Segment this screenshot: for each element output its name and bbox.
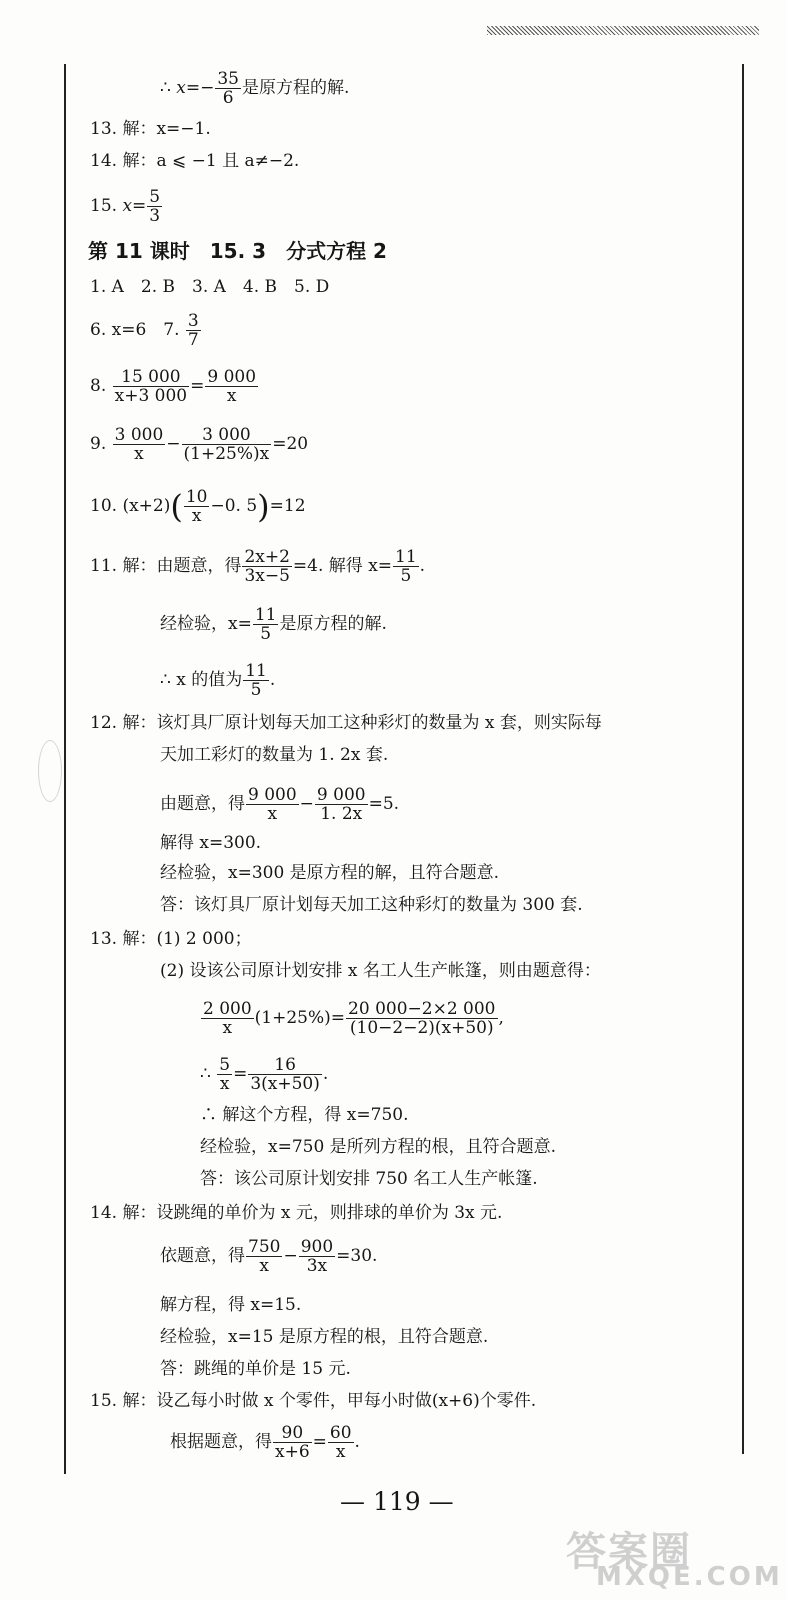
answer-8 xyxy=(90,368,259,405)
fraction xyxy=(201,1000,254,1037)
answer-13-simplified xyxy=(200,1056,328,1093)
answer-choices: 1. A 2. B 3. A 4. B 5. D xyxy=(90,277,330,297)
answer-9 xyxy=(90,426,308,463)
answer-13-answer: 答：该公司原计划安排 750 名工人生产帐篷. xyxy=(200,1169,538,1189)
denominator: 1. 2x xyxy=(320,804,363,824)
fraction xyxy=(113,426,166,463)
answer-6-7 xyxy=(90,312,202,349)
math-text: =30. xyxy=(336,1246,378,1266)
fraction xyxy=(147,188,162,225)
math-text: , xyxy=(498,1008,504,1028)
math-text: . xyxy=(419,556,426,576)
denominator: 3x−5 xyxy=(244,566,290,586)
answer-13-check: 经检验，x=750 是所列方程的根，且符合题意. xyxy=(200,1137,557,1157)
answer-14-check: 经检验，x=15 是原方程的根，且符合题意. xyxy=(160,1327,489,1347)
numerator: 9 000 xyxy=(248,785,297,805)
answer-14-equation xyxy=(160,1238,377,1275)
answer-14: 14. 解：a ⩽ −1 且 a≠−2. xyxy=(90,151,300,171)
math-var: x xyxy=(122,196,133,216)
denominator: x xyxy=(267,804,278,824)
math-text: ∴ x 的值为 xyxy=(160,670,243,690)
math-text: 由题意，得 xyxy=(160,794,245,814)
answer-13-part2: (2) 设该公司原计划安排 x 名工人生产帐篷，则由题意得： xyxy=(160,961,601,981)
answer-12-solve: 解得 x=300. xyxy=(160,833,262,853)
numerator: 900 xyxy=(300,1237,334,1257)
watermark xyxy=(566,1520,783,1592)
denominator: 6 xyxy=(222,88,234,108)
numerator: 9 000 xyxy=(207,367,257,387)
fraction xyxy=(113,368,190,405)
fraction xyxy=(243,662,269,699)
denominator: x+6 xyxy=(275,1442,310,1462)
math-text: 经检验，x= xyxy=(160,614,252,634)
math-text: =4. 解得 x= xyxy=(292,556,393,576)
numerator: 9 000 xyxy=(316,785,366,805)
denominator: x xyxy=(134,444,144,464)
denominator: (10−2−2)(x+50) xyxy=(349,1018,494,1038)
denominator: 5 xyxy=(260,624,272,644)
answer-15-equation xyxy=(170,1424,360,1461)
denominator: x+3 000 xyxy=(114,386,188,406)
numerator: 3 000 xyxy=(182,426,272,445)
answer-12: 12. 解：该灯具厂原计划每天加工这种彩灯的数量为 x 套，则实际每 xyxy=(90,713,602,733)
side-stamp xyxy=(38,740,62,802)
math-text: 是原方程的解. xyxy=(241,78,350,98)
math-text: =5. xyxy=(368,794,400,814)
page-number: — 119 — xyxy=(340,1487,454,1516)
fraction xyxy=(253,606,279,643)
right-margin-rule xyxy=(742,64,744,1454)
denominator: x xyxy=(259,1256,270,1276)
fraction xyxy=(217,1056,232,1093)
answer-11-check xyxy=(160,606,387,643)
fraction xyxy=(186,312,201,349)
header-rule xyxy=(487,26,759,35)
math-text: 10. (x+2) xyxy=(90,496,171,516)
math-text: 根据题意，得 xyxy=(170,1432,272,1452)
paren: ( xyxy=(170,487,183,526)
answer-13-solve: ∴ 解这个方程，得 x=750. xyxy=(200,1105,409,1125)
answer-14-solve: 解方程，得 x=15. xyxy=(160,1295,302,1315)
numerator: 90 xyxy=(273,1424,312,1443)
answer-13: 13. 解：x=−1. xyxy=(90,119,211,139)
denominator: x xyxy=(222,1018,233,1038)
answer-11-result xyxy=(160,662,275,699)
math-var: x xyxy=(176,78,186,98)
math-text: 9. xyxy=(90,434,112,454)
answer-12-cont: 天加工彩灯的数量为 1. 2x 套. xyxy=(160,745,389,765)
numerator: 2 000 xyxy=(203,999,252,1019)
answer-12-check: 经检验，x=300 是原方程的解，且符合题意. xyxy=(160,863,500,883)
denominator: 3x xyxy=(306,1256,328,1276)
math-text: −0. 5 xyxy=(210,496,258,516)
denominator: 3(x+50) xyxy=(250,1074,320,1094)
math-text: − xyxy=(283,1246,298,1266)
left-margin-rule xyxy=(64,64,66,1474)
math-text: − xyxy=(166,434,181,454)
numerator: 3 000 xyxy=(114,425,164,445)
numerator: 60 xyxy=(329,1423,352,1443)
numerator: 11 xyxy=(395,547,417,567)
answer-12-answer: 答：该灯具厂原计划每天加工这种彩灯的数量为 300 套. xyxy=(160,895,583,915)
math-text: 11. 解：由题意，得 xyxy=(90,556,242,576)
denominator: x xyxy=(191,506,202,526)
math-text: = xyxy=(233,1064,248,1084)
section-heading: 第 11 课时 15. 3 分式方程 2 xyxy=(88,239,387,263)
numerator: 11 xyxy=(254,605,277,625)
fraction xyxy=(242,548,291,585)
denominator: x xyxy=(219,1074,230,1094)
answer-14-answer: 答：跳绳的单价是 15 元. xyxy=(160,1359,351,1379)
math-text: . xyxy=(269,670,276,690)
numerator: 35 xyxy=(217,69,239,89)
math-text: − xyxy=(299,794,314,814)
fraction xyxy=(205,368,258,405)
math-text: = xyxy=(312,1432,327,1452)
therefore-symbol: ∴ xyxy=(160,78,177,98)
fraction xyxy=(246,1238,282,1275)
fraction xyxy=(299,1238,335,1275)
answer-line xyxy=(160,70,349,107)
numerator: 16 xyxy=(248,1056,322,1075)
math-text: 15. xyxy=(90,196,123,216)
denominator: 5 xyxy=(400,566,412,586)
fraction xyxy=(182,426,272,463)
math-text: 6. x=6 7. xyxy=(90,320,185,340)
watermark-url: MXQE.COM xyxy=(596,1562,783,1592)
math-text: = xyxy=(132,196,147,216)
math-text: (1+25%)= xyxy=(254,1008,346,1028)
paren: ) xyxy=(257,487,270,526)
math-text: = xyxy=(190,376,205,396)
math-text: 8. xyxy=(90,376,112,396)
watermark-logo-text: 答案圈 xyxy=(566,1529,692,1575)
numerator: 2x+2 xyxy=(244,547,290,567)
fraction xyxy=(184,488,210,525)
fraction xyxy=(328,1424,354,1461)
numerator: 750 xyxy=(248,1237,281,1257)
answer-14b: 14. 解：设跳绳的单价为 x 元，则排球的单价为 3x 元. xyxy=(90,1203,503,1223)
math-text: . xyxy=(354,1432,360,1452)
numerator: 20 000−2×2 000 xyxy=(348,999,496,1019)
denominator: x xyxy=(335,1442,346,1462)
numerator: 10 xyxy=(185,487,208,507)
math-text: =20 xyxy=(272,434,309,454)
answer-10 xyxy=(90,488,306,525)
fraction xyxy=(393,548,419,585)
fraction xyxy=(248,1056,322,1093)
fraction xyxy=(346,1000,497,1037)
numerator: 3 xyxy=(187,311,199,331)
answer-15 xyxy=(90,188,163,225)
math-text: =− xyxy=(185,78,215,98)
denominator: 5 xyxy=(250,680,262,700)
denominator: 3 xyxy=(149,206,161,226)
fraction xyxy=(246,786,299,823)
fraction xyxy=(273,1424,312,1461)
therefore-symbol: ∴ xyxy=(200,1064,217,1084)
answer-11 xyxy=(90,548,425,585)
math-text: =12 xyxy=(269,496,306,516)
denominator: 7 xyxy=(187,330,199,350)
math-text: . xyxy=(322,1064,329,1084)
numerator: 5 xyxy=(219,1055,231,1075)
denominator: (1+25%)x xyxy=(183,444,270,464)
answer-13b: 13. 解：(1) 2 000； xyxy=(90,929,252,949)
answer-13-equation xyxy=(200,1000,504,1037)
numerator: 5 xyxy=(149,187,161,207)
fraction xyxy=(315,786,368,823)
denominator: x xyxy=(226,386,237,406)
numerator: 15 000 xyxy=(113,368,190,387)
fraction xyxy=(215,70,241,107)
math-text: 是原方程的解. xyxy=(279,614,387,634)
answer-12-equation xyxy=(160,786,399,823)
answer-15b: 15. 解：设乙每小时做 x 个零件，甲每小时做(x+6)个零件. xyxy=(90,1391,537,1411)
numerator: 11 xyxy=(245,661,267,681)
math-text: 依题意，得 xyxy=(160,1246,245,1266)
